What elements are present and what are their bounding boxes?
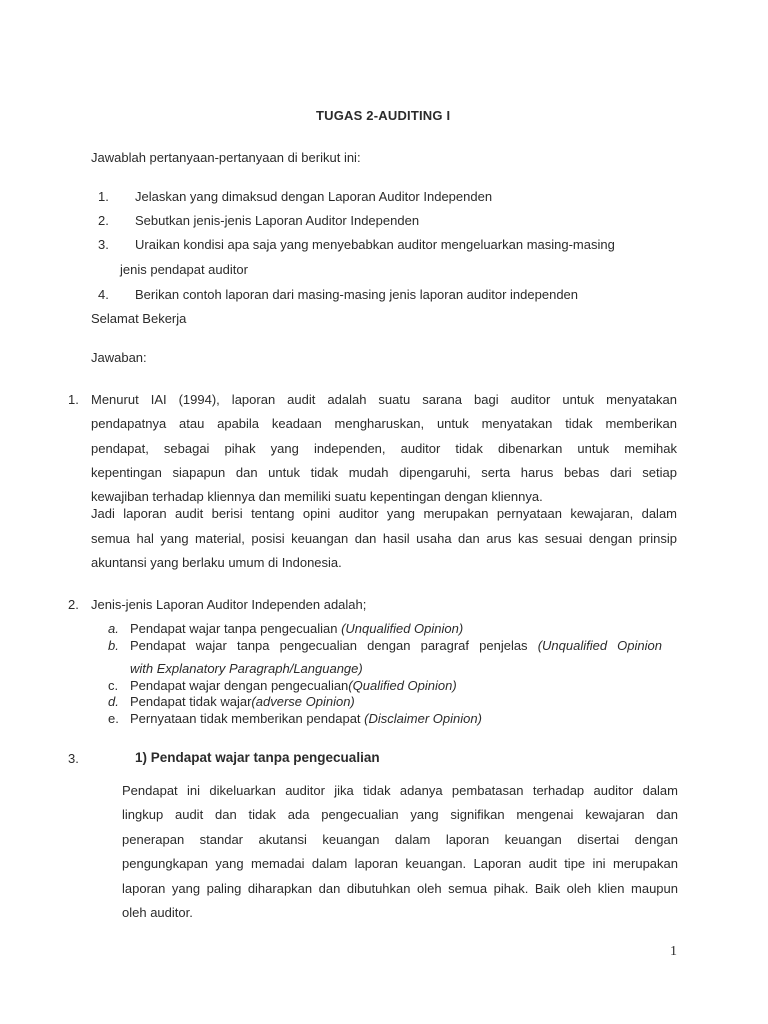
question-4-number: 4.	[98, 287, 109, 302]
answer-3-number: 3.	[68, 751, 79, 766]
answer-2-item-letter: b.	[108, 638, 119, 653]
answer-3-line: penerapan standar akutansi keuangan dalam laporan keuangan disertai dengan	[122, 832, 678, 847]
answer-1-line: pendapat, sebagai pihak yang independen, auditor tidak dibenarkan untuk memihak	[91, 441, 677, 456]
answer-3-line: Pendapat ini dikeluarkan auditor jika tidak adanya pembatasan terhadap auditor dalam	[122, 783, 678, 798]
question-2-text: Sebutkan jenis-jenis Laporan Auditor Independen	[135, 213, 420, 228]
answer-2-item-d: Pendapat tidak wajar(adverse Opinion)	[130, 694, 355, 709]
answer-3-line: laporan yang paling diharapkan dan dibutuhkan oleh semua pihak. Baik oleh klien maupun	[122, 881, 678, 896]
answer-1-line: kewajiban terhadap kliennya dan memiliki suatu kepentingan dengan kliennya.	[91, 489, 543, 504]
document-title: TUGAS 2-AUDITING I	[316, 108, 451, 123]
question-4-text: Berikan contoh laporan dari masing-masing jenis laporan auditor independen	[135, 287, 579, 302]
answer-2-item-letter: a.	[108, 621, 119, 636]
answer-1-number: 1.	[68, 392, 79, 407]
instruction-text: Jawablah pertanyaan-pertanyaan di berikut ini:	[91, 150, 361, 165]
closing-text: Selamat Bekerja	[91, 311, 187, 326]
answer-3-line: oleh auditor.	[122, 905, 193, 920]
question-2-number: 2.	[98, 213, 109, 228]
answer-1-line: pendapatnya atau apabila keadaan mengharuskan, untuk menyatakan tidak memberikan	[91, 416, 677, 431]
answer-3-heading: 1) Pendapat wajar tanpa pengecualian	[135, 750, 380, 765]
question-3-text: Uraikan kondisi apa saja yang menyebabkan auditor mengeluarkan masing-masing	[135, 237, 615, 252]
page-number: 1	[670, 944, 677, 959]
answer-2-number: 2.	[68, 597, 79, 612]
answer-2-item-b: Pendapat wajar tanpa pengecualian dengan paragraf penjelas (Unqualified Opinion	[130, 638, 662, 653]
answer-1-paragraph-2-line: akuntansi yang berlaku umum di Indonesia.	[91, 555, 342, 570]
answer-1-paragraph-2-line: Jadi laporan audit berisi tentang opini auditor yang merupakan pernyataan kewajaran, dalam	[91, 506, 677, 521]
question-3-continuation: jenis pendapat auditor	[120, 262, 248, 277]
answer-2-item-letter: d.	[108, 694, 119, 709]
answer-2-item-e: Pernyataan tidak memberikan pendapat (Disclaimer Opinion)	[130, 711, 482, 726]
question-3-number: 3.	[98, 237, 109, 252]
answer-2-item-letter: e.	[108, 711, 119, 726]
answer-2-item-b-continuation: with Explanatory Paragraph/Languange)	[130, 661, 363, 676]
answer-2-intro: Jenis-jenis Laporan Auditor Independen adalah;	[91, 597, 367, 612]
answers-label: Jawaban:	[91, 350, 147, 365]
answer-1-line: Menurut IAI (1994), laporan audit adalah suatu sarana bagi auditor untuk menyatakan	[91, 392, 677, 407]
question-1-text: Jelaskan yang dimaksud dengan Laporan Auditor Independen	[135, 189, 493, 204]
answer-3-line: lingkup audit dan tidak ada pengecualian yang signifikan mengenai kewajaran dan	[122, 807, 678, 822]
answer-2-item-c: Pendapat wajar dengan pengecualian(Qualified Opinion)	[130, 678, 457, 693]
answer-3-line: pengungkapan yang memadai dalam laporan keuangan. Laporan audit tipe ini merupakan	[122, 856, 678, 871]
question-1-number: 1.	[98, 189, 109, 204]
answer-1-line: kepentingan siapapun dan untuk tidak mudah dipengaruhi, serta harus bebas dari setiap	[91, 465, 677, 480]
answer-2-item-letter: c.	[108, 678, 119, 693]
answer-1-paragraph-2-line: semua hal yang material, posisi keuangan dan hasil usaha dan arus kas sesuai dengan prinsip	[91, 531, 677, 546]
answer-2-item-a: Pendapat wajar tanpa pengecualian (Unqualified Opinion)	[130, 621, 464, 636]
